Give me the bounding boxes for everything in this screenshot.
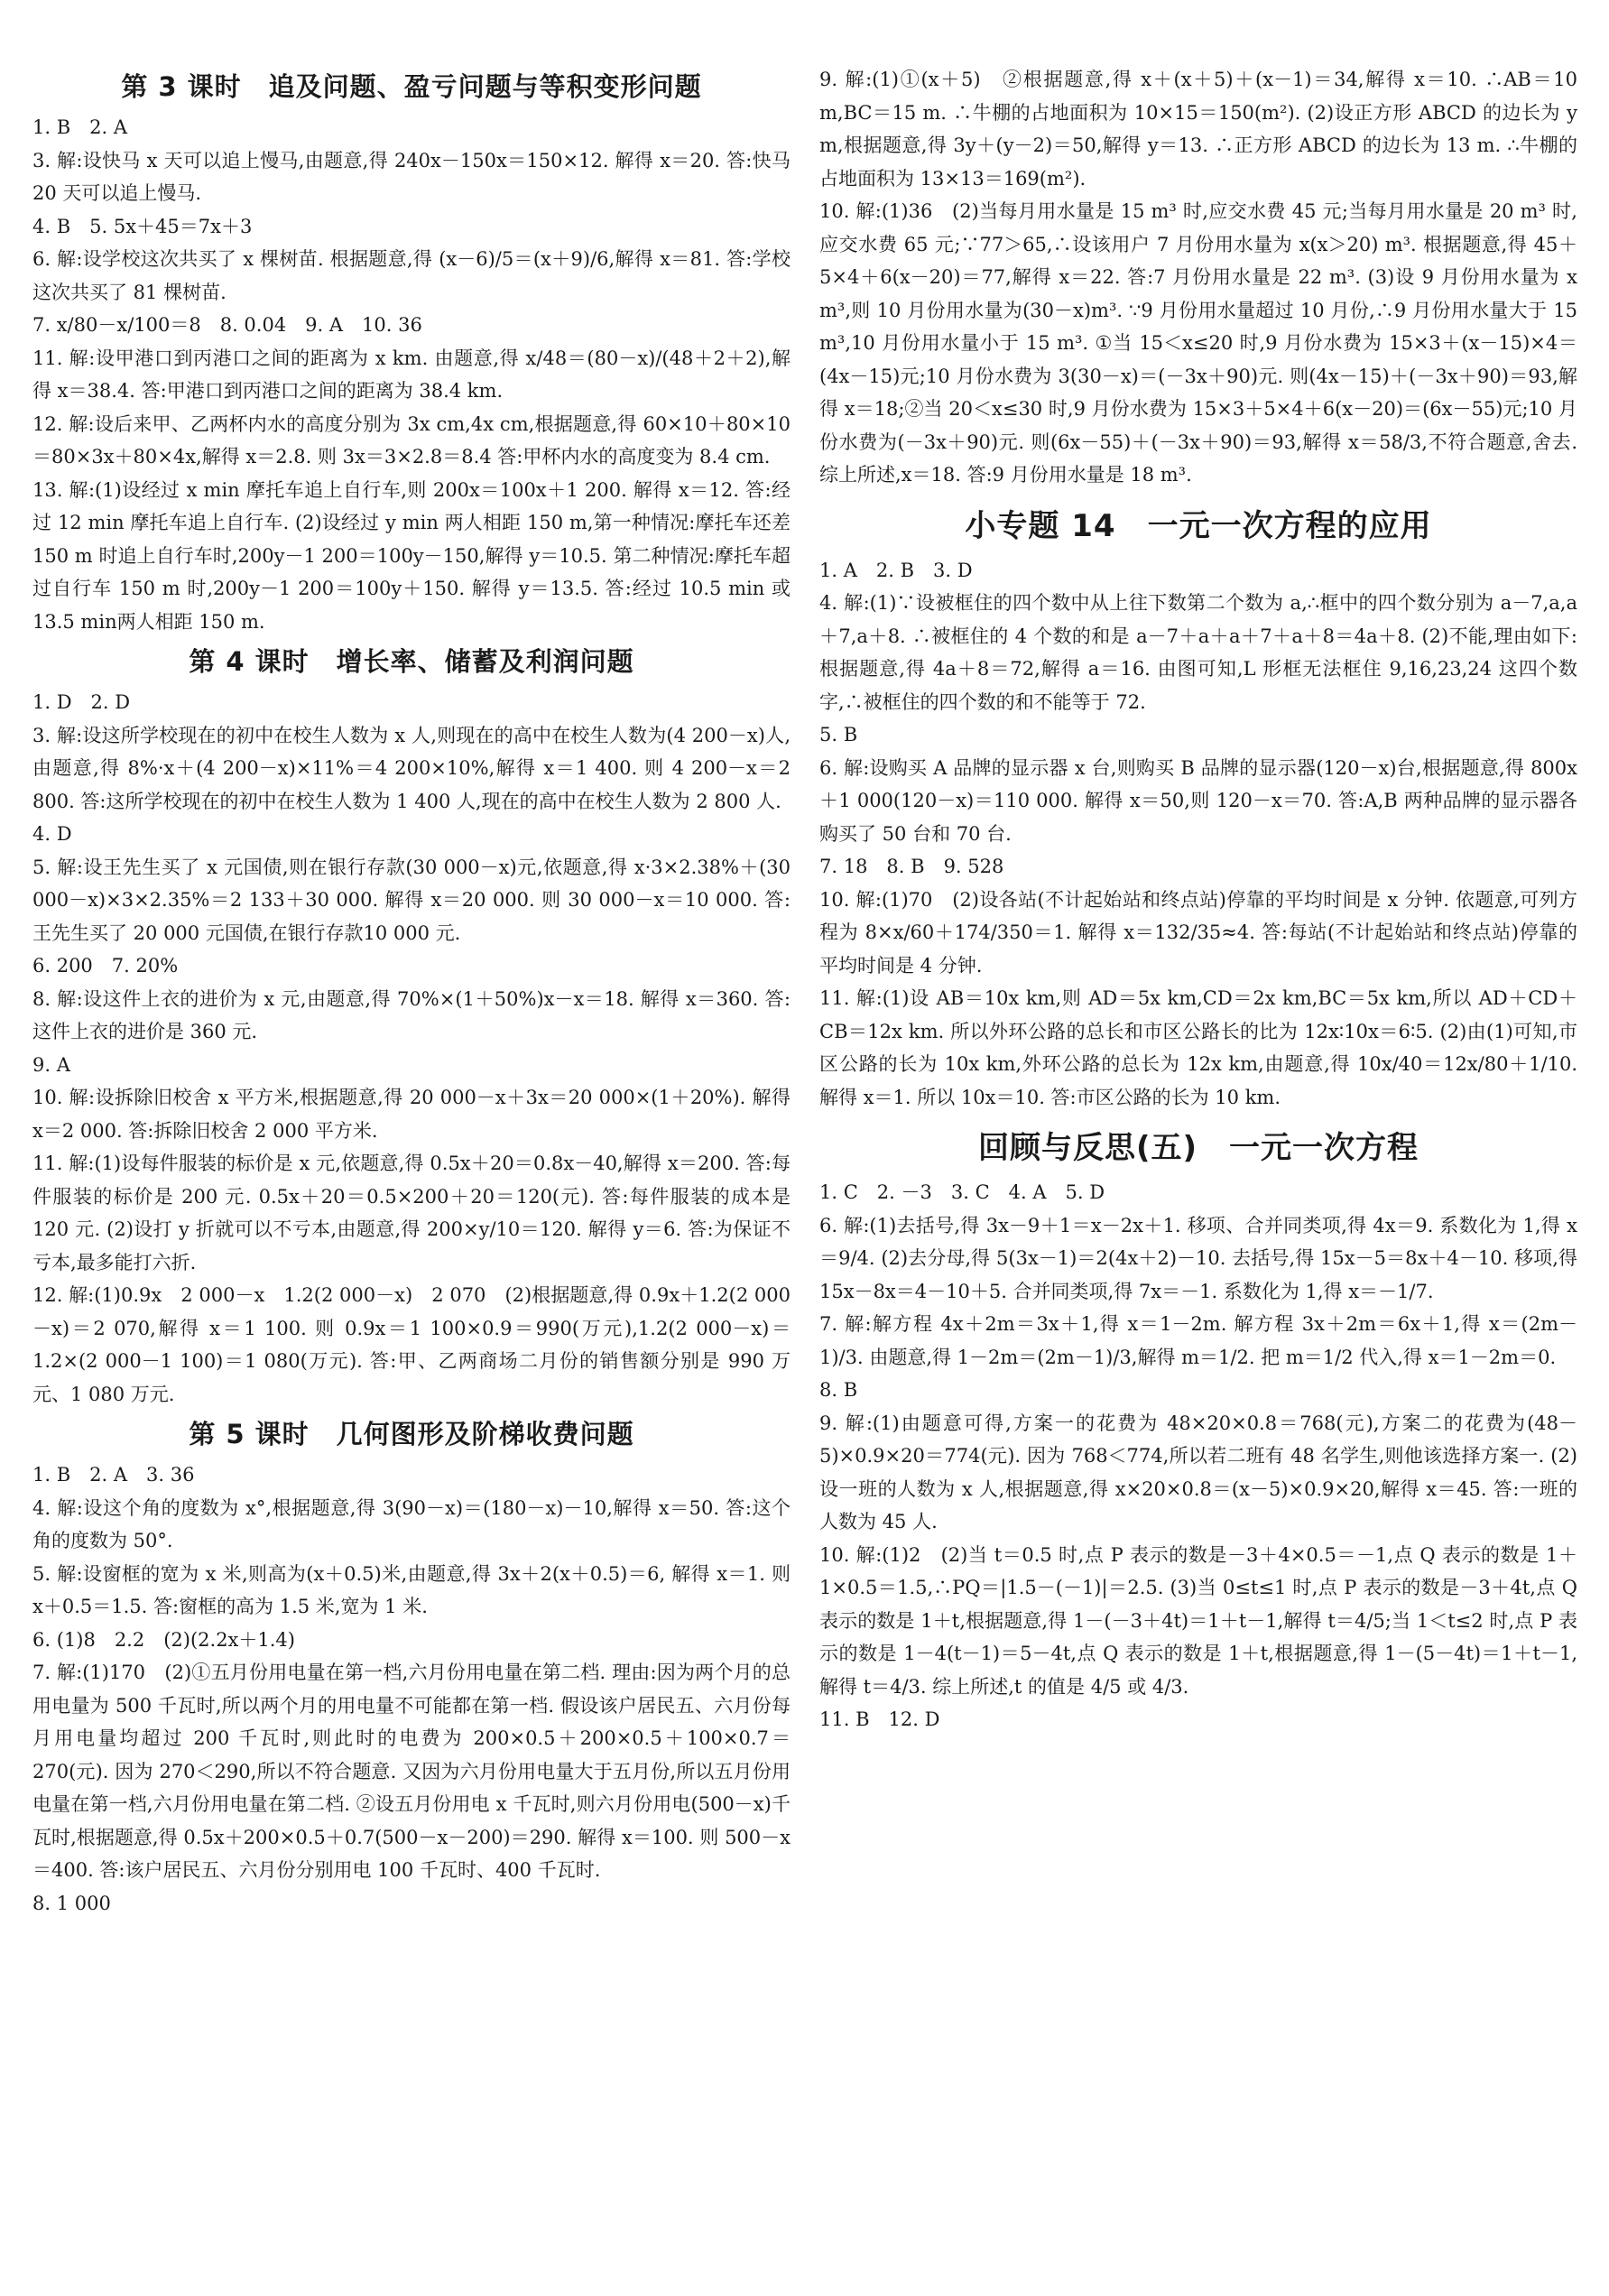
answer-item: 5. B bbox=[819, 724, 858, 745]
section-heading: 小专题 14 一元一次方程的应用 bbox=[965, 507, 1432, 544]
answer-item: 9. A bbox=[32, 1053, 70, 1076]
answer-item: 4. 解:设这个角的度数为 x°,根据题意,得 3(90－x)＝(180－x)－10,解得 x＝50. 答:这个角的度数为 50°. bbox=[32, 1496, 791, 1551]
answer-item: 8. 1 000 bbox=[32, 1892, 111, 1914]
answer-item: 4. B 5. 5x＋45＝7x＋3 bbox=[32, 215, 253, 237]
section-heading: 第 4 课时 增长率、储蓄及利润问题 bbox=[189, 646, 634, 677]
left-column bbox=[32, 63, 791, 1920]
answer-item: 13. 解:(1)设经过 x min 摩托车追上自行车,则 200x＝100x＋1 200. 解得 x＝12. 答:经过 12 min 摩托车追上自行车. (2)设经过 y min 两人相距 150 m,第一种情况:摩托车还差 150 m 时追上自行车时,200y－1 200＝100y－150,解得 y＝10.5. 第二种情况:摩托车超过自行车 150 m 时,200y－1 200＝100y＋150. 解得 y＝13.5. 答:经过 10.5 min 或 13.5 min两人相距 150 m. bbox=[32, 478, 791, 633]
answer-item: 10. 解:设拆除旧校舍 x 平方米,根据题意,得 20 000－x＋3x＝20 000×(1＋20%). 解得 x＝2 000. 答:拆除旧校舍 2 000 平方米. bbox=[32, 1087, 791, 1142]
right-column bbox=[819, 63, 1577, 1736]
section-heading: 第 5 课时 几何图形及阶梯收费问题 bbox=[189, 1419, 634, 1449]
answer-item: 6. 解:设购买 A 品牌的显示器 x 台,则购买 B 品牌的显示器(120－x)台,根据题意,得 800x＋1 000(120－x)＝110 000. 解得 x＝50,则 120－x＝70. 答:A,B 两种品牌的显示器各购买了 50 台和 70 台. bbox=[819, 756, 1577, 845]
answer-item: 8. B bbox=[819, 1379, 858, 1401]
answer-item: 1. A 2. B 3. D bbox=[819, 559, 973, 581]
answer-item: 6. 解:(1)去括号,得 3x－9＋1＝x－2x＋1. 移项、合并同类项,得 4x＝9. 系数化为 1,得 x＝9/4. (2)去分母,得 5(3x－1)＝2(4x＋2)－10. 去括号,得 15x－5＝8x＋4－10. 移项,得 15x－8x＝4－10＋5. 合并同类项,得 7x＝－1. 系数化为 1,得 x＝－1/7. bbox=[819, 1214, 1577, 1302]
answer-item: 6. 200 7. 20% bbox=[32, 955, 179, 977]
answer-item: 8. 解:设这件上衣的进价为 x 元,由题意,得 70%×(1＋50%)x－x＝18. 解得 x＝360. 答:这件上衣的进价是 360 元. bbox=[32, 987, 791, 1042]
answer-item: 6. (1)8 2.2 (2)(2.2x＋1.4) bbox=[32, 1628, 295, 1651]
answer-item: 7. 解:解方程 4x＋2m＝3x＋1,得 x＝1－2m. 解方程 3x＋2m＝6x＋1,得 x＝(2m－1)/3. 由题意,得 1－2m＝(2m－1)/3,解得 m＝1/2. 把 m＝1/2 代入,得 x＝1－2m＝0. bbox=[819, 1313, 1577, 1368]
answer-item: 1. B 2. A 3. 36 bbox=[32, 1464, 195, 1486]
answer-item: 9. 解:(1)①(x＋5) ②根据题意,得 x＋(x＋5)＋(x－1)＝34,解得 x＝10. ∴AB＝10 m,BC＝15 m. ∴牛棚的占地面积为 10×15＝150(m²). (2)设正方形 ABCD 的边长为 y m,根据题意,得 3y＋(y－2)＝50,解得 y＝13. ∴正方形 ABCD 的边长为 13 m. ∴牛棚的占地面积为 13×13＝169(m²). bbox=[819, 69, 1577, 190]
answer-item: 11. 解:(1)设每件服装的标价是 x 元,依题意,得 0.5x＋20＝0.8x－40,解得 x＝200. 答:每件服装的标价是 200 元. 0.5x＋20＝0.5×200＋20＝120(元). 答:每件服装的成本是 120 元. (2)设打 y 折就可以不亏本,由题意,得 200×y/10＝120. 解得 y＝6. 答:为保证不亏本,最多能打六折. bbox=[32, 1153, 791, 1273]
answer-item: 4. D bbox=[32, 823, 72, 845]
answer-item: 7. x/80－x/100＝8 8. 0.04 9. A 10. 36 bbox=[32, 314, 422, 336]
answer-item: 7. 解:(1)170 (2)①五月份用电量在第一档,六月份用电量在第二档. 理由:因为两个月的总用电量为 500 千瓦时,所以两个月的用电量不可能都在第一档. 假设该户居民五、六月份每月用电量均超过 200 千瓦时,则此时的电费为 200×0.5＋200×0.5＋100×0.7＝270(元). 因为 270＜290,所以不符合题意. 又因为六月份用电量大于五月份,所以五月份用电量在第一档,六月份用电量在第二档. ②设五月份用电 x 千瓦时,则六月份用电(500－x)千瓦时,根据题意,得 0.5x＋200×0.5＋0.7(500－x－200)＝290. 解得 x＝100. 则 500－x＝400. 答:该户居民五、六月份分别用电 100 千瓦时、400 千瓦时. bbox=[32, 1662, 791, 1881]
section-heading: 第 3 课时 追及问题、盈亏问题与等积变形问题 bbox=[121, 71, 702, 102]
answer-item: 3. 解:设这所学校现在的初中在校生人数为 x 人,则现在的高中在校生人数为(4 200－x)人,由题意,得 8%·x＋(4 200－x)×11%＝4 200×10%,解得 x＝1 400. 则 4 200－x＝2 800. 答:这所学校现在的初中在校生人数为 1 400 人,现在的高中在校生人数为 2 800 人. bbox=[32, 724, 791, 812]
answer-item: 11. B 12. D bbox=[819, 1708, 940, 1730]
answer-item: 3. 解:设快马 x 天可以追上慢马,由题意,得 240x－150x＝150×12. 解得 x＝20. 答:快马 20 天可以追上慢马. bbox=[32, 149, 791, 204]
answer-item: 1. B 2. A bbox=[32, 116, 128, 138]
answer-item: 11. 解:设甲港口到丙港口之间的距离为 x km. 由题意,得 x/48＝(80－x)/(48＋2＋2),解得 x＝38.4. 答:甲港口到丙港口之间的距离为 38.4 km. bbox=[32, 347, 791, 402]
answer-item: 4. 解:(1)∵设被框住的四个数中从上往下数第二个数为 a,∴框中的四个数分别为 a－7,a,a＋7,a＋8. ∴被框住的 4 个数的和是 a－7＋a＋a＋7＋a＋8＝4a＋8. (2)不能,理由如下:根据题意,得 4a＋8＝72,解得 a＝16. 由图可知,L 形框无法框住 9,16,23,24 这四个数字,∴被框住的四个数的和不能等于 72. bbox=[819, 592, 1577, 713]
answer-item: 12. 解:设后来甲、乙两杯内水的高度分别为 3x cm,4x cm,根据题意,得 60×10＋80×10＝80×3x＋80×4x,解得 x＝2.8. 则 3x＝3×2.8＝8.4 答:甲杯内水的高度变为 8.4 cm. bbox=[32, 412, 791, 468]
answer-item: 9. 解:(1)由题意可得,方案一的花费为 48×20×0.8＝768(元),方案二的花费为(48－5)×0.9×20＝774(元). 因为 768＜774,所以若二班有 48 名学生,则他该选择方案一. (2)设一班的人数为 x 人,根据题意,得 x×20×0.8＝(x－5)×0.9×20,解得 x＝45. 答:一班的人数为 45 人. bbox=[819, 1412, 1577, 1532]
answer-item: 5. 解:设窗框的宽为 x 米,则高为(x＋0.5)米,由题意,得 3x＋2(x＋0.5)＝6, 解得 x＝1. 则 x＋0.5＝1.5. 答:窗框的高为 1.5 米,宽为 1 米. bbox=[32, 1562, 791, 1617]
answer-item: 5. 解:设王先生买了 x 元国债,则在银行存款(30 000－x)元,依题意,得 x·3×2.38%＋(30 000－x)×3×2.35%＝2 133＋30 000. 解得 x＝20 000. 则 30 000－x＝10 000. 答:王先生买了 20 000 元国债,在银行存款10 000 元. bbox=[32, 856, 791, 944]
answer-item: 7. 18 8. B 9. 528 bbox=[819, 856, 1004, 877]
answer-item: 6. 解:设学校这次共买了 x 棵树苗. 根据题意,得 (x－6)/5＝(x＋9)/6,解得 x＝81. 答:学校这次共买了 81 棵树苗. bbox=[32, 248, 791, 303]
answer-item: 1. C 2. －3 3. C 4. A 5. D bbox=[819, 1181, 1105, 1203]
answer-item: 10. 解:(1)2 (2)当 t＝0.5 时,点 P 表示的数是－3＋4×0.5＝－1,点 Q 表示的数是 1＋1×0.5＝1.5,∴PQ＝|1.5－(－1)|＝2.5. (3)当 0≤t≤1 时,点 P 表示的数是－3＋4t,点 Q 表示的数是 1＋t,根据题意,得 1－(－3＋4t)＝1＋t－1,解得 t＝4/5;当 1＜t≤2 时,点 P 表示的数是 1－4(t－1)＝5－4t,点 Q 表示的数是 1＋t,根据题意,得 1－(5－4t)＝1＋t－1,解得 t＝4/3. 综上所述,t 的值是 4/5 或 4/3. bbox=[819, 1543, 1577, 1698]
answer-item: 10. 解:(1)70 (2)设各站(不计起始站和终点站)停靠的平均时间是 x 分钟. 依题意,可列方程为 8×x/60＋174/350＝1. 解得 x＝132/35≈4. 答:每站(不计起始站和终点站)停靠的平均时间是 4 分钟. bbox=[819, 888, 1577, 977]
answer-item: 11. 解:(1)设 AB＝10x km,则 AD＝5x km,CD＝2x km,BC＝5x km,所以 AD＋CD＋CB＝12x km. 所以外环公路的总长和市区公路长的比为 12x∶10x＝6∶5. (2)由(1)可知,市区公路的长为 10x km,外环公路的总长为 12x km,由题意,得 10x/40＝12x/80＋1/10. 解得 x＝1. 所以 10x＝10. 答:市区公路的长为 10 km. bbox=[819, 987, 1577, 1108]
section-heading: 回顾与反思(五) 一元一次方程 bbox=[977, 1130, 1419, 1166]
answer-item: 1. D 2. D bbox=[32, 691, 131, 713]
answer-item: 10. 解:(1)36 (2)当每月用水量是 15 m³ 时,应交水费 45 元;当每月用水量是 20 m³ 时,应交水费 65 元;∵77＞65,∴设该用户 7 月份用水量为 x(x＞20) m³. 根据题意,得 45＋5×4＋6(x－20)＝77,解得 x＝22. 答:7 月份用水量是 22 m³. (3)设 9 月份用水量为 x m³,则 10 月份用水量为(30－x)m³. ∵9 月份用水量超过 10 月份,∴9 月份用水量大于 15 m³,10 月份用水量小于 15 m³. ①当 15＜x≤20 时,9 月份水费为 15×3＋(x－15)×4＝(4x－15)元;10 月份水费为 3(30－x)＝(－3x＋90)元. 则(4x－15)＋(－3x＋90)＝93,解得 x＝18;②当 20＜x≤30 时,9 月份水费为 15×3＋5×4＋6(x－20)＝(6x－55)元;10 月份水费为(－3x＋90)元. 则(6x－55)＋(－3x＋90)＝93,解得 x＝58/3,不符合题意,舍去. 综上所述,x＝18. 答:9 月份用水量是 18 m³. bbox=[819, 200, 1577, 486]
answer-item: 12. 解:(1)0.9x 2 000－x 1.2(2 000－x) 2 070 (2)根据题意,得 0.9x＋1.2(2 000－x)＝2 070,解得 x＝1 100. 则 0.9x＝1 100×0.9＝990(万元),1.2(2 000－x)＝1.2×(2 000－1 100)＝1 080(万元). 答:甲、乙两商场二月份的销售额分别是 990 万元、1 080 万元. bbox=[32, 1284, 791, 1405]
